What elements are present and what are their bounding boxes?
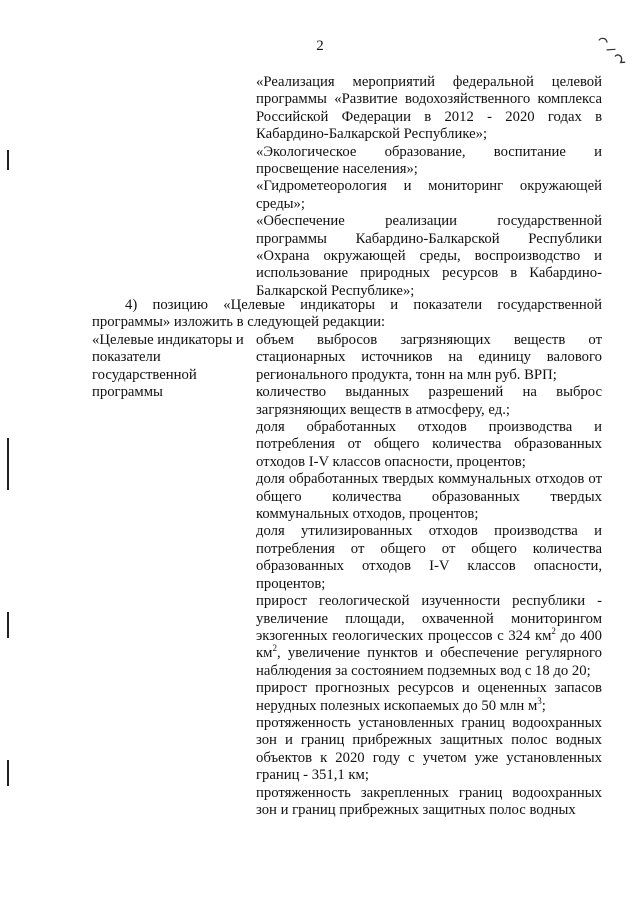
indicators-list	[256, 332, 602, 819]
indicator-item: протяженность установленных границ водоохранных зон и границ прибрежных защитных полос водных объектов к 2020 году с учетом уже установленных границ - 351,1 км;	[256, 714, 602, 784]
program-item: «Гидрометеорология и мониторинг окружающей среды»;	[256, 178, 602, 212]
program-list	[256, 74, 602, 300]
geo-sup-1: 2	[551, 626, 556, 637]
table-left-label: «Целевые индикаторы и показатели государственной программы	[92, 332, 244, 401]
indicator-item: доля обработанных твердых коммунальных отходов от общего количества образованных твердых коммунальных отходов, процентов;	[256, 471, 602, 523]
program-item: «Экологическое образование, воспитание и просвещение населения»;	[256, 143, 602, 178]
geo-mid: до 400 км	[256, 627, 602, 662]
page-number: 2	[316, 38, 324, 54]
indicator-item: количество выданных разрешений на выброс загрязняющих веществ в атмосферу, ед.;	[256, 384, 602, 418]
program-item: «Обеспечение реализации государственной программы Кабардино-Балкарской Республики «Охрана окружающей среды, воспроизводство и использование природных ресурсов в Кабардино-Балкарской Республике»;	[256, 213, 602, 299]
geo-sup-2: 2	[272, 643, 277, 654]
indicator-item: протяженность закрепленных границ водоохранных зон и границ прибрежных защитных полос водных	[256, 784, 602, 818]
indicator-item: объем выбросов загрязняющих веществ от стационарных источников на единицу валового регионального продукта, тонн на млн руб. ВРП;	[256, 332, 602, 383]
scan-edge-mark-3	[7, 612, 9, 638]
resources-text: прирост прогнозных ресурсов и оцененных запасов нерудных полезных ископаемых до 50 млн м	[256, 680, 602, 714]
scan-edge-mark-2	[7, 438, 9, 490]
geo-intro: прирост геологической изученности республики - увеличение площади, охваченной мониторингом экзогенных геологических процессов с 324 км	[256, 593, 602, 644]
scan-edge-mark-1	[7, 150, 9, 170]
resources-end: ;	[541, 697, 546, 714]
item-4-paragraph: 4) позицию «Целевые индикаторы и показатели государственной программы» изложить в следующей редакции:	[92, 297, 602, 331]
scan-edge-mark-4	[7, 760, 9, 786]
indicator-item: доля утилизированных отходов производства и потребления от общего от общего количества образованных отходов I-V классов опасности, процентов;	[256, 523, 602, 592]
resources-sup: 3	[537, 695, 542, 706]
geo-end: , увеличение пунктов и обеспечение регулярного наблюдения за состоянием подземных вод с 18 до 20;	[256, 645, 602, 679]
indicator-geo	[256, 593, 602, 680]
program-item: «Реализация мероприятий федеральной целевой программы «Развитие водохозяйственного комплекса Российской Федерации в 2012 - 2020 годах в Кабардино-Балкарской Республике»;	[256, 74, 602, 143]
indicator-resources	[256, 680, 602, 715]
indicator-item: доля обработанных отходов производства и потребления от общего количества образованных отходов I-V классов опасности, процентов;	[256, 419, 602, 470]
